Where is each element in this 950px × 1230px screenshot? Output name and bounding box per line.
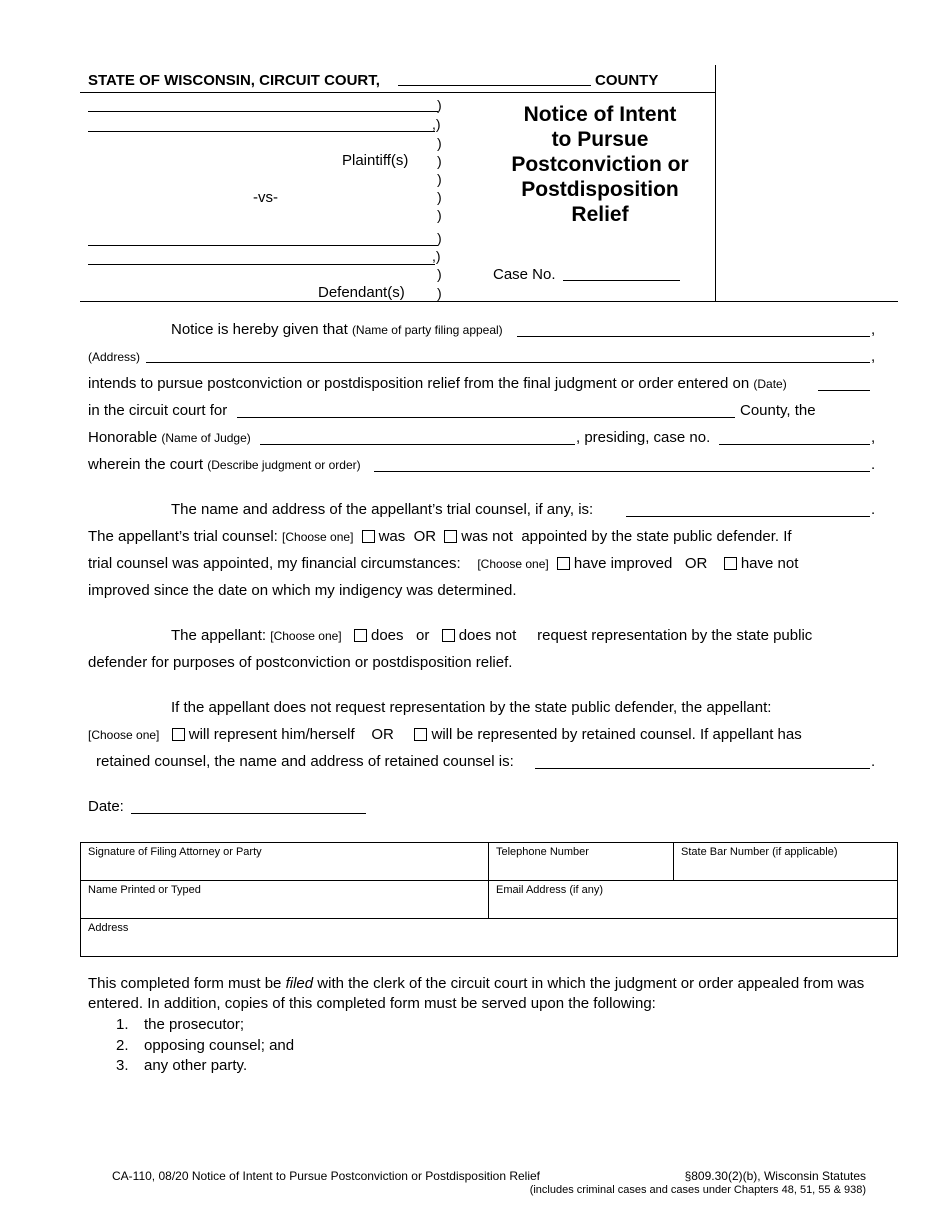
circuit-text: in the circuit court for [88, 402, 228, 419]
paren: ) [437, 97, 442, 113]
was-appointed-checkbox[interactable] [362, 530, 375, 543]
financial-text: trial counsel was appointed, my financial circumstances: [88, 555, 461, 572]
judge-name-field[interactable] [260, 430, 575, 445]
title-line: Relief [571, 203, 629, 226]
have-not-label: have not [740, 555, 799, 572]
email-cell[interactable] [489, 881, 898, 919]
instructions-filed: filed [285, 975, 314, 992]
appellant-request-row [171, 627, 812, 644]
judgment-date-field[interactable] [818, 376, 870, 391]
retained-counsel-checkbox[interactable] [414, 728, 427, 741]
was-label: was [378, 528, 406, 545]
caption-bottom-rule [80, 301, 898, 302]
footer-note: (includes criminal cases and cases under Chapters 48, 51, 55 & 938) [529, 1184, 866, 1196]
signature-label: Signature of Filing Attorney or Party [88, 846, 262, 858]
wherein-row [88, 456, 361, 473]
choose-one: [Choose one] [282, 530, 354, 544]
paren: ,) [432, 248, 441, 264]
financial-row [88, 555, 798, 572]
instructions-part1: This completed form must be [88, 975, 282, 992]
case-no-field[interactable] [563, 266, 680, 281]
paren: ) [437, 266, 442, 282]
vs-label: -vs- [253, 189, 278, 206]
appointed-text: appointed by the state public defender. If [521, 528, 792, 545]
signature-cell[interactable] [81, 843, 489, 881]
paren: ) [437, 207, 442, 223]
have-improved-label: have improved [573, 555, 673, 572]
case-no-label: Case No. [493, 266, 556, 283]
or-label: OR [413, 528, 437, 545]
plaintiff-label: Plaintiff(s) [342, 152, 409, 169]
list-item: 3. any other party. [116, 1057, 248, 1074]
case-number-field[interactable] [719, 430, 870, 445]
paren: ) [437, 189, 442, 205]
paren: ) [437, 230, 442, 246]
appellant-trial-counsel: The appellant’s trial counsel: [88, 528, 278, 545]
county-the: County, the [740, 402, 816, 419]
paren: ) [437, 153, 442, 169]
if-not-text: If the appellant does not request representation by the state public defender, the appellant: [171, 699, 772, 716]
presiding-text: , presiding, case no. [576, 429, 711, 446]
retained-text: retained counsel, the name and address of retained counsel is: [96, 753, 514, 770]
judgment-description-field[interactable] [374, 457, 870, 472]
header-divider [80, 92, 716, 93]
circuit-county-field[interactable] [237, 403, 735, 418]
representation-row [88, 726, 802, 743]
telephone-cell[interactable] [489, 843, 674, 881]
party-hint: (Name of party filing appeal) [351, 323, 503, 337]
does-request-checkbox[interactable] [354, 629, 367, 642]
instructions-part2: with the clerk of the circuit court in which the judgment or order appealed from was [317, 975, 865, 992]
title-line: to Pursue [551, 128, 649, 151]
defender-text: defender for purposes of postconviction or postdisposition relief. [88, 654, 513, 671]
was-not-appointed-checkbox[interactable] [444, 530, 457, 543]
instructions-part3: entered. In addition, copies of this completed form must be served upon the following: [88, 995, 656, 1012]
county-field[interactable] [398, 71, 591, 86]
choose-one: [Choose one] [270, 629, 342, 643]
notice-intro-row [171, 321, 503, 338]
date-hint: (Date) [753, 377, 787, 391]
intends-text: intends to pursue postconviction or postdisposition relief from the final judgment or order entered on [88, 375, 750, 392]
trial-counsel-text: The name and address of the appellant’s trial counsel, if any, is: [171, 501, 594, 518]
plaintiff-line-1[interactable] [88, 97, 438, 112]
form-title [487, 102, 713, 227]
date-field[interactable] [131, 799, 366, 814]
represent-self-label: will represent him/herself [188, 726, 355, 743]
statute: §809.30(2)(b), Wisconsin Statutes [684, 1169, 866, 1183]
plaintiff-line-2[interactable] [88, 117, 435, 132]
choose-one: [Choose one] [88, 728, 160, 742]
address-field[interactable] [146, 348, 870, 363]
does-not-label: does not [458, 627, 517, 644]
describe-hint: (Describe judgment or order) [207, 458, 361, 472]
address-label: Address [88, 922, 129, 934]
does-label: does [370, 627, 404, 644]
intends-row [88, 375, 787, 392]
honorable: Honorable [88, 429, 158, 446]
judge-hint: (Name of Judge) [161, 431, 251, 445]
paren: ) [437, 285, 442, 301]
list-item: 2. opposing counsel; and [116, 1036, 295, 1054]
party-name-field[interactable] [517, 322, 870, 337]
defendant-label: Defendant(s) [318, 284, 405, 301]
title-line: Postconviction or [511, 153, 689, 176]
or-label: OR [684, 555, 708, 572]
paren: ) [437, 135, 442, 151]
appellant-label: The appellant: [171, 627, 267, 644]
list-item: 1. the prosecutor; [116, 1016, 245, 1033]
title-line: Notice of Intent [523, 103, 677, 126]
represented-by-label: will be represented by retained counsel. If appellant has [431, 726, 802, 743]
form-id: CA-110, 08/20 Notice of Intent to Pursue Postconviction or Postdisposition Relief [112, 1169, 541, 1183]
address-cell[interactable] [81, 919, 898, 957]
represent-self-checkbox[interactable] [172, 728, 185, 741]
paren: ) [437, 171, 442, 187]
have-not-improved-checkbox[interactable] [724, 557, 737, 570]
county-label: COUNTY [595, 72, 659, 89]
choose-one: [Choose one] [477, 557, 549, 571]
does-not-request-checkbox[interactable] [442, 629, 455, 642]
trial-counsel-field[interactable] [626, 502, 870, 517]
retained-counsel-field[interactable] [535, 754, 870, 769]
service-list [116, 1015, 294, 1077]
defendant-line-2[interactable] [88, 250, 435, 265]
address-hint: (Address) [88, 350, 141, 364]
bar-number-label: State Bar Number (if applicable) [681, 846, 838, 858]
title-line: Postdisposition [521, 178, 679, 201]
header-vertical-rule [715, 65, 716, 302]
paren: ,) [432, 116, 441, 132]
court-prefix: STATE OF WISCONSIN, CIRCUIT COURT, [88, 72, 380, 89]
wherein-text: wherein the court [88, 456, 204, 473]
was-not-label: was not [461, 528, 513, 545]
bar-number-cell[interactable] [674, 843, 898, 881]
improved-since: improved since the date on which my indigency was determined. [88, 582, 517, 599]
notice-intro: Notice is hereby given that [171, 321, 348, 338]
have-improved-checkbox[interactable] [557, 557, 570, 570]
date-label: Date: [88, 798, 124, 815]
instructions [88, 974, 898, 1014]
trial-counsel-row [88, 528, 792, 545]
signature-table [80, 842, 898, 957]
defendant-line-1[interactable] [88, 231, 438, 246]
telephone-label: Telephone Number [496, 846, 589, 858]
name-printed-label: Name Printed or Typed [88, 884, 201, 896]
request-text: request representation by the state public [537, 627, 813, 644]
name-printed-cell[interactable] [81, 881, 489, 919]
or-lower-label: or [416, 627, 430, 644]
honorable-row [88, 429, 251, 446]
or-label: OR [371, 726, 394, 743]
email-label: Email Address (if any) [496, 884, 603, 896]
